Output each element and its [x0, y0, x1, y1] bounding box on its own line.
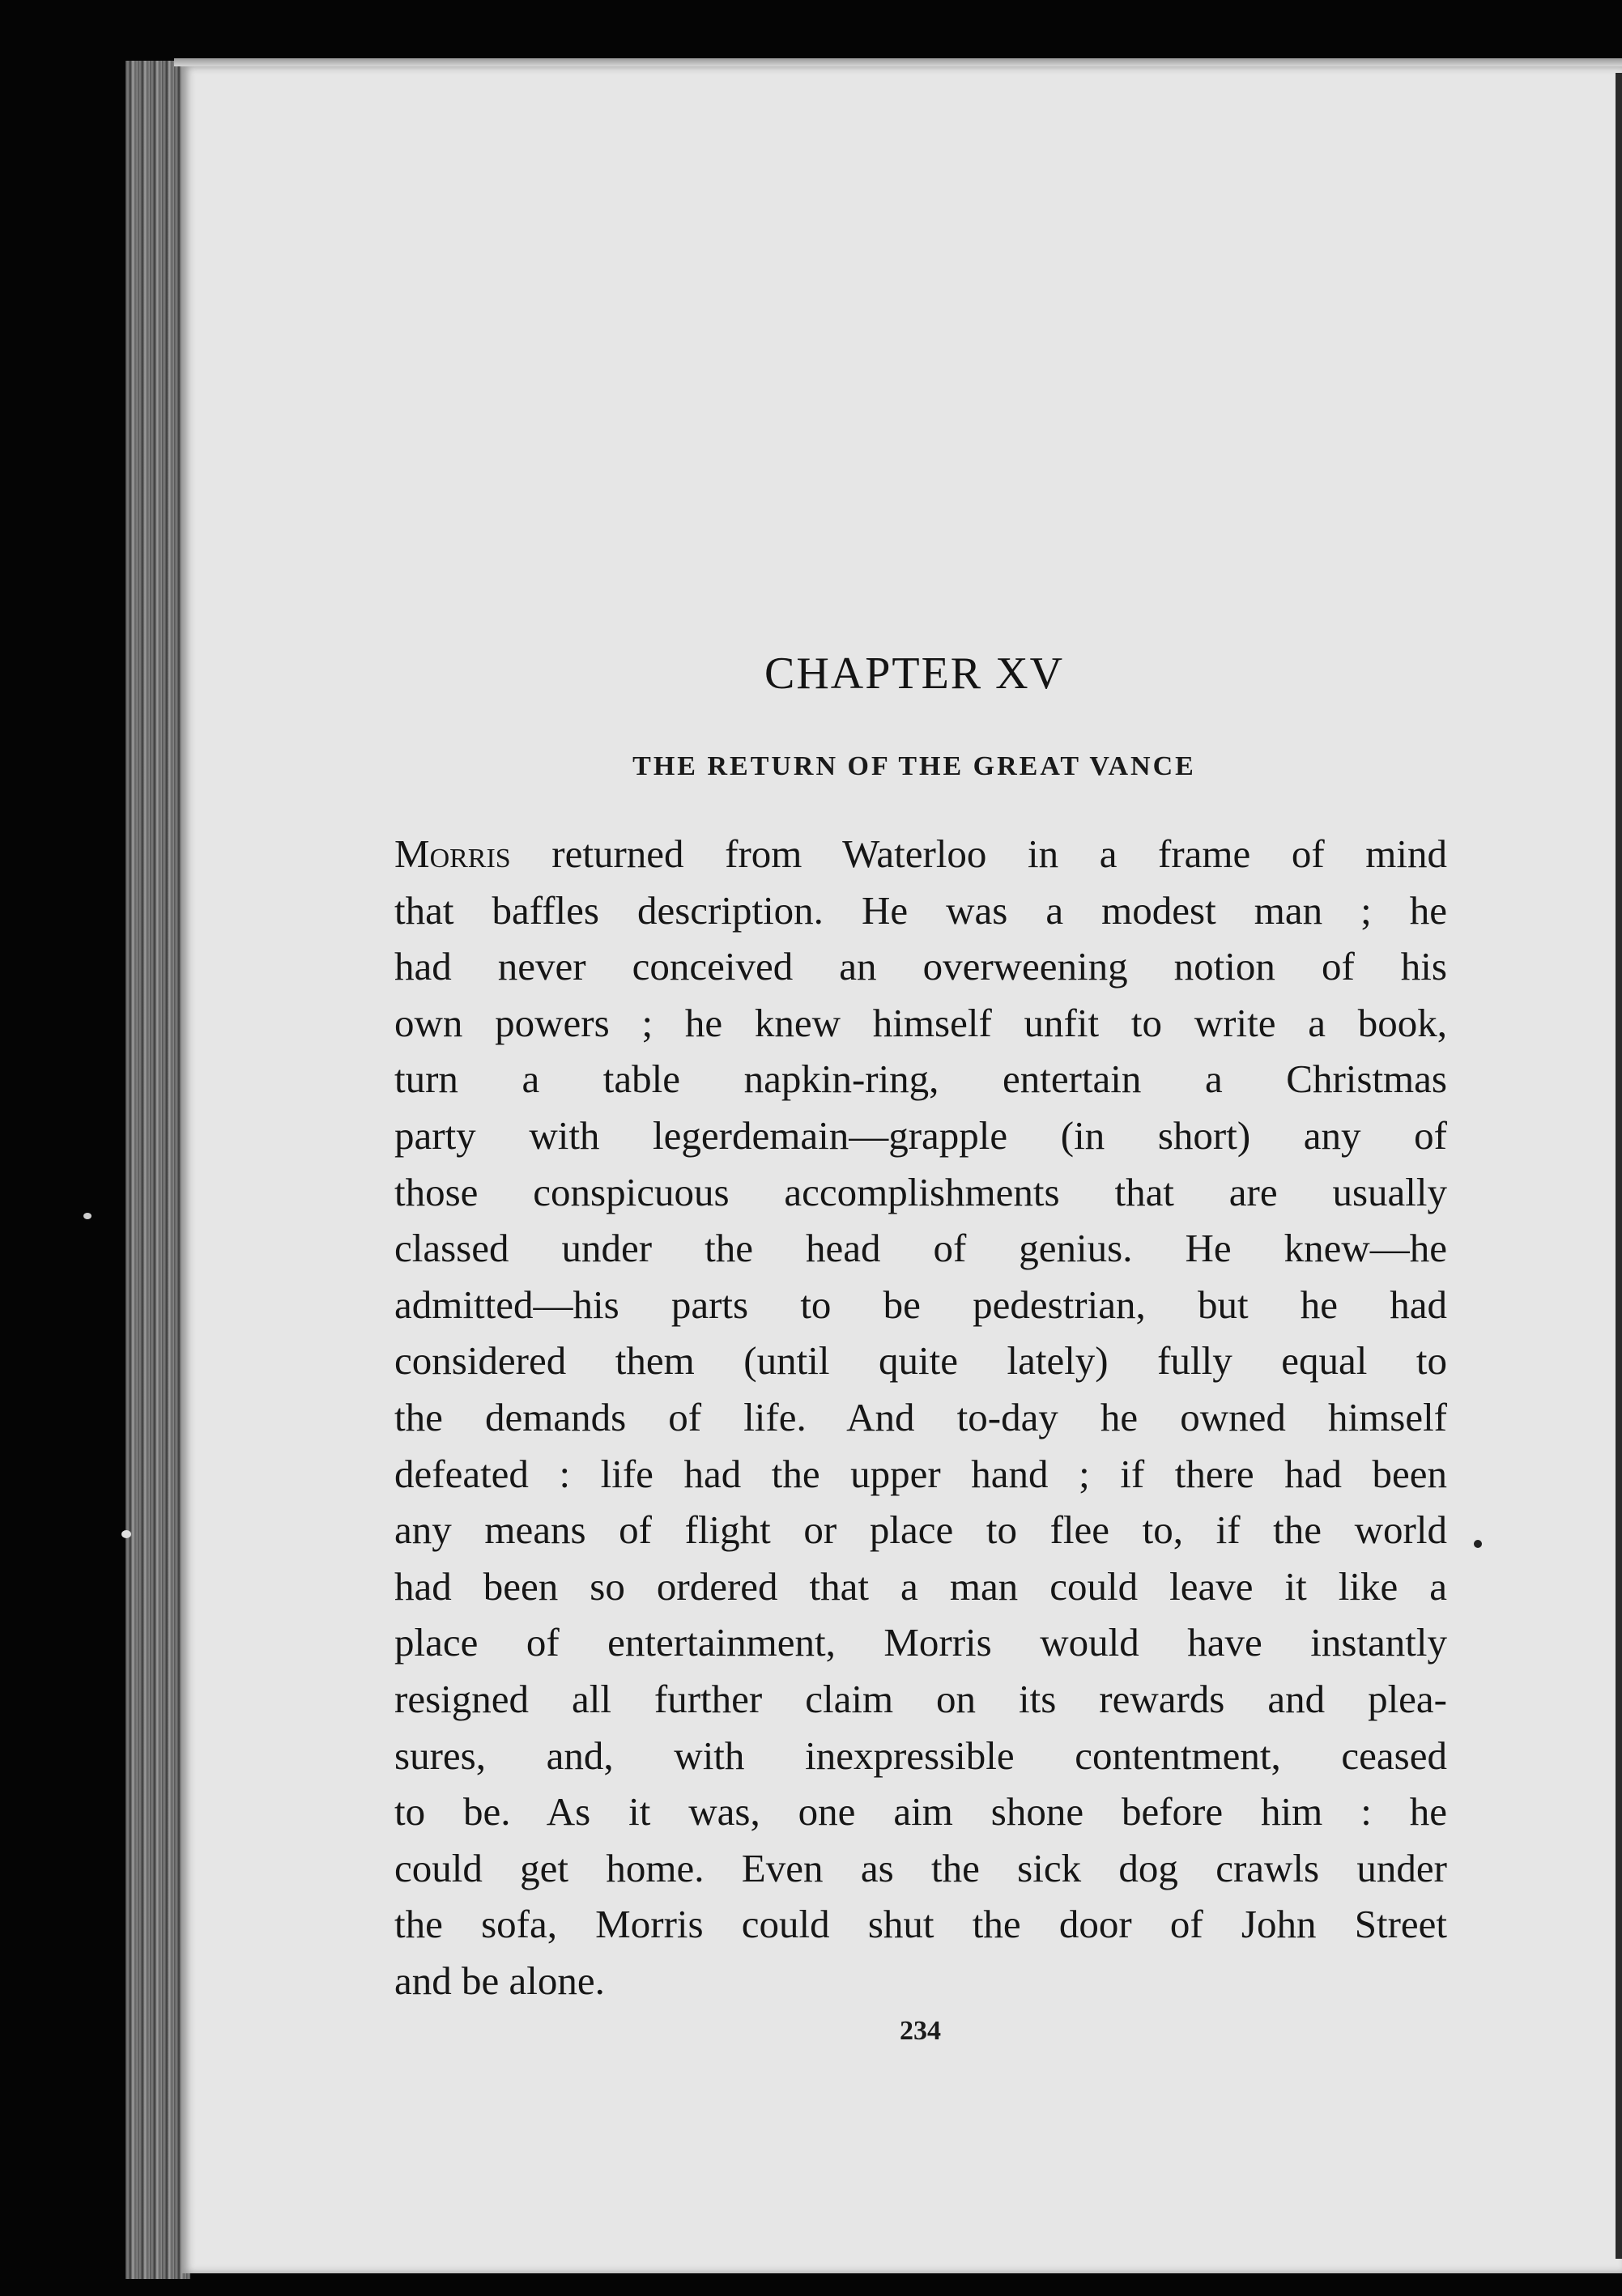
dust-speck [1474, 1540, 1482, 1548]
dust-speck [83, 1213, 92, 1219]
body-line-13: any means of flight or place to flee to, if the world [394, 1507, 1447, 1553]
body-line-8: classed under the head of genius. He knew—he [394, 1226, 1447, 1271]
body-line-11: the demands of life. And to-day he owned himself [394, 1394, 1447, 1439]
page-number: 234 [900, 2016, 941, 2046]
body-line-7: those conspicuous accomplishments that are usually [394, 1169, 1447, 1214]
page-top-edge [174, 58, 1622, 66]
body-line-2: that baffles description. He was a modest man ; he [394, 887, 1447, 933]
body-line-1: Morris returned from Waterloo in a frame of mind [394, 831, 1447, 876]
body-line-20: the sofa, Morris could shut the door of John Street [394, 1902, 1447, 1947]
body-line-19: could get home. Even as the sick dog crawls under [394, 1845, 1447, 1890]
body-line-15: place of entertainment, Morris would have instantly [394, 1620, 1447, 1665]
body-line-18: to be. As it was, one aim shone before him : he [394, 1789, 1447, 1835]
book-page-edges [126, 61, 190, 2279]
drop-word: Morris [394, 831, 511, 876]
body-line-4: own powers ; he knew himself unfit to write a book, [394, 1000, 1447, 1045]
body-line-21: and be alone. [394, 1958, 605, 2003]
body-line-9: admitted—his parts to be pedestrian, but he had [394, 1282, 1447, 1327]
body-line-3: had never conceived an overweening notion of his [394, 944, 1447, 989]
page-right-edge [1616, 73, 1622, 2259]
body-line-6: party with legerdemain—grapple (in short) any of [394, 1112, 1447, 1158]
body-line-10: considered them (until quite lately) fully equal to [394, 1338, 1447, 1384]
body-line-5: turn a table napkin-ring, entertain a Christmas [394, 1057, 1447, 1102]
body-line-16: resigned all further claim on its rewards and plea- [394, 1676, 1447, 1721]
dust-speck [121, 1530, 131, 1538]
body-line-17: sures, and, with inexpressible contentment, ceased [394, 1733, 1447, 1778]
chapter-body [394, 826, 1447, 2009]
body-line-12: defeated : life had the upper hand ; if there had been [394, 1451, 1447, 1496]
body-line-14: had been so ordered that a man could leave it like a [394, 1563, 1447, 1609]
chapter-title: THE RETURN OF THE GREAT VANCE [632, 751, 1196, 781]
chapter-heading: CHAPTER XV [764, 648, 1065, 699]
